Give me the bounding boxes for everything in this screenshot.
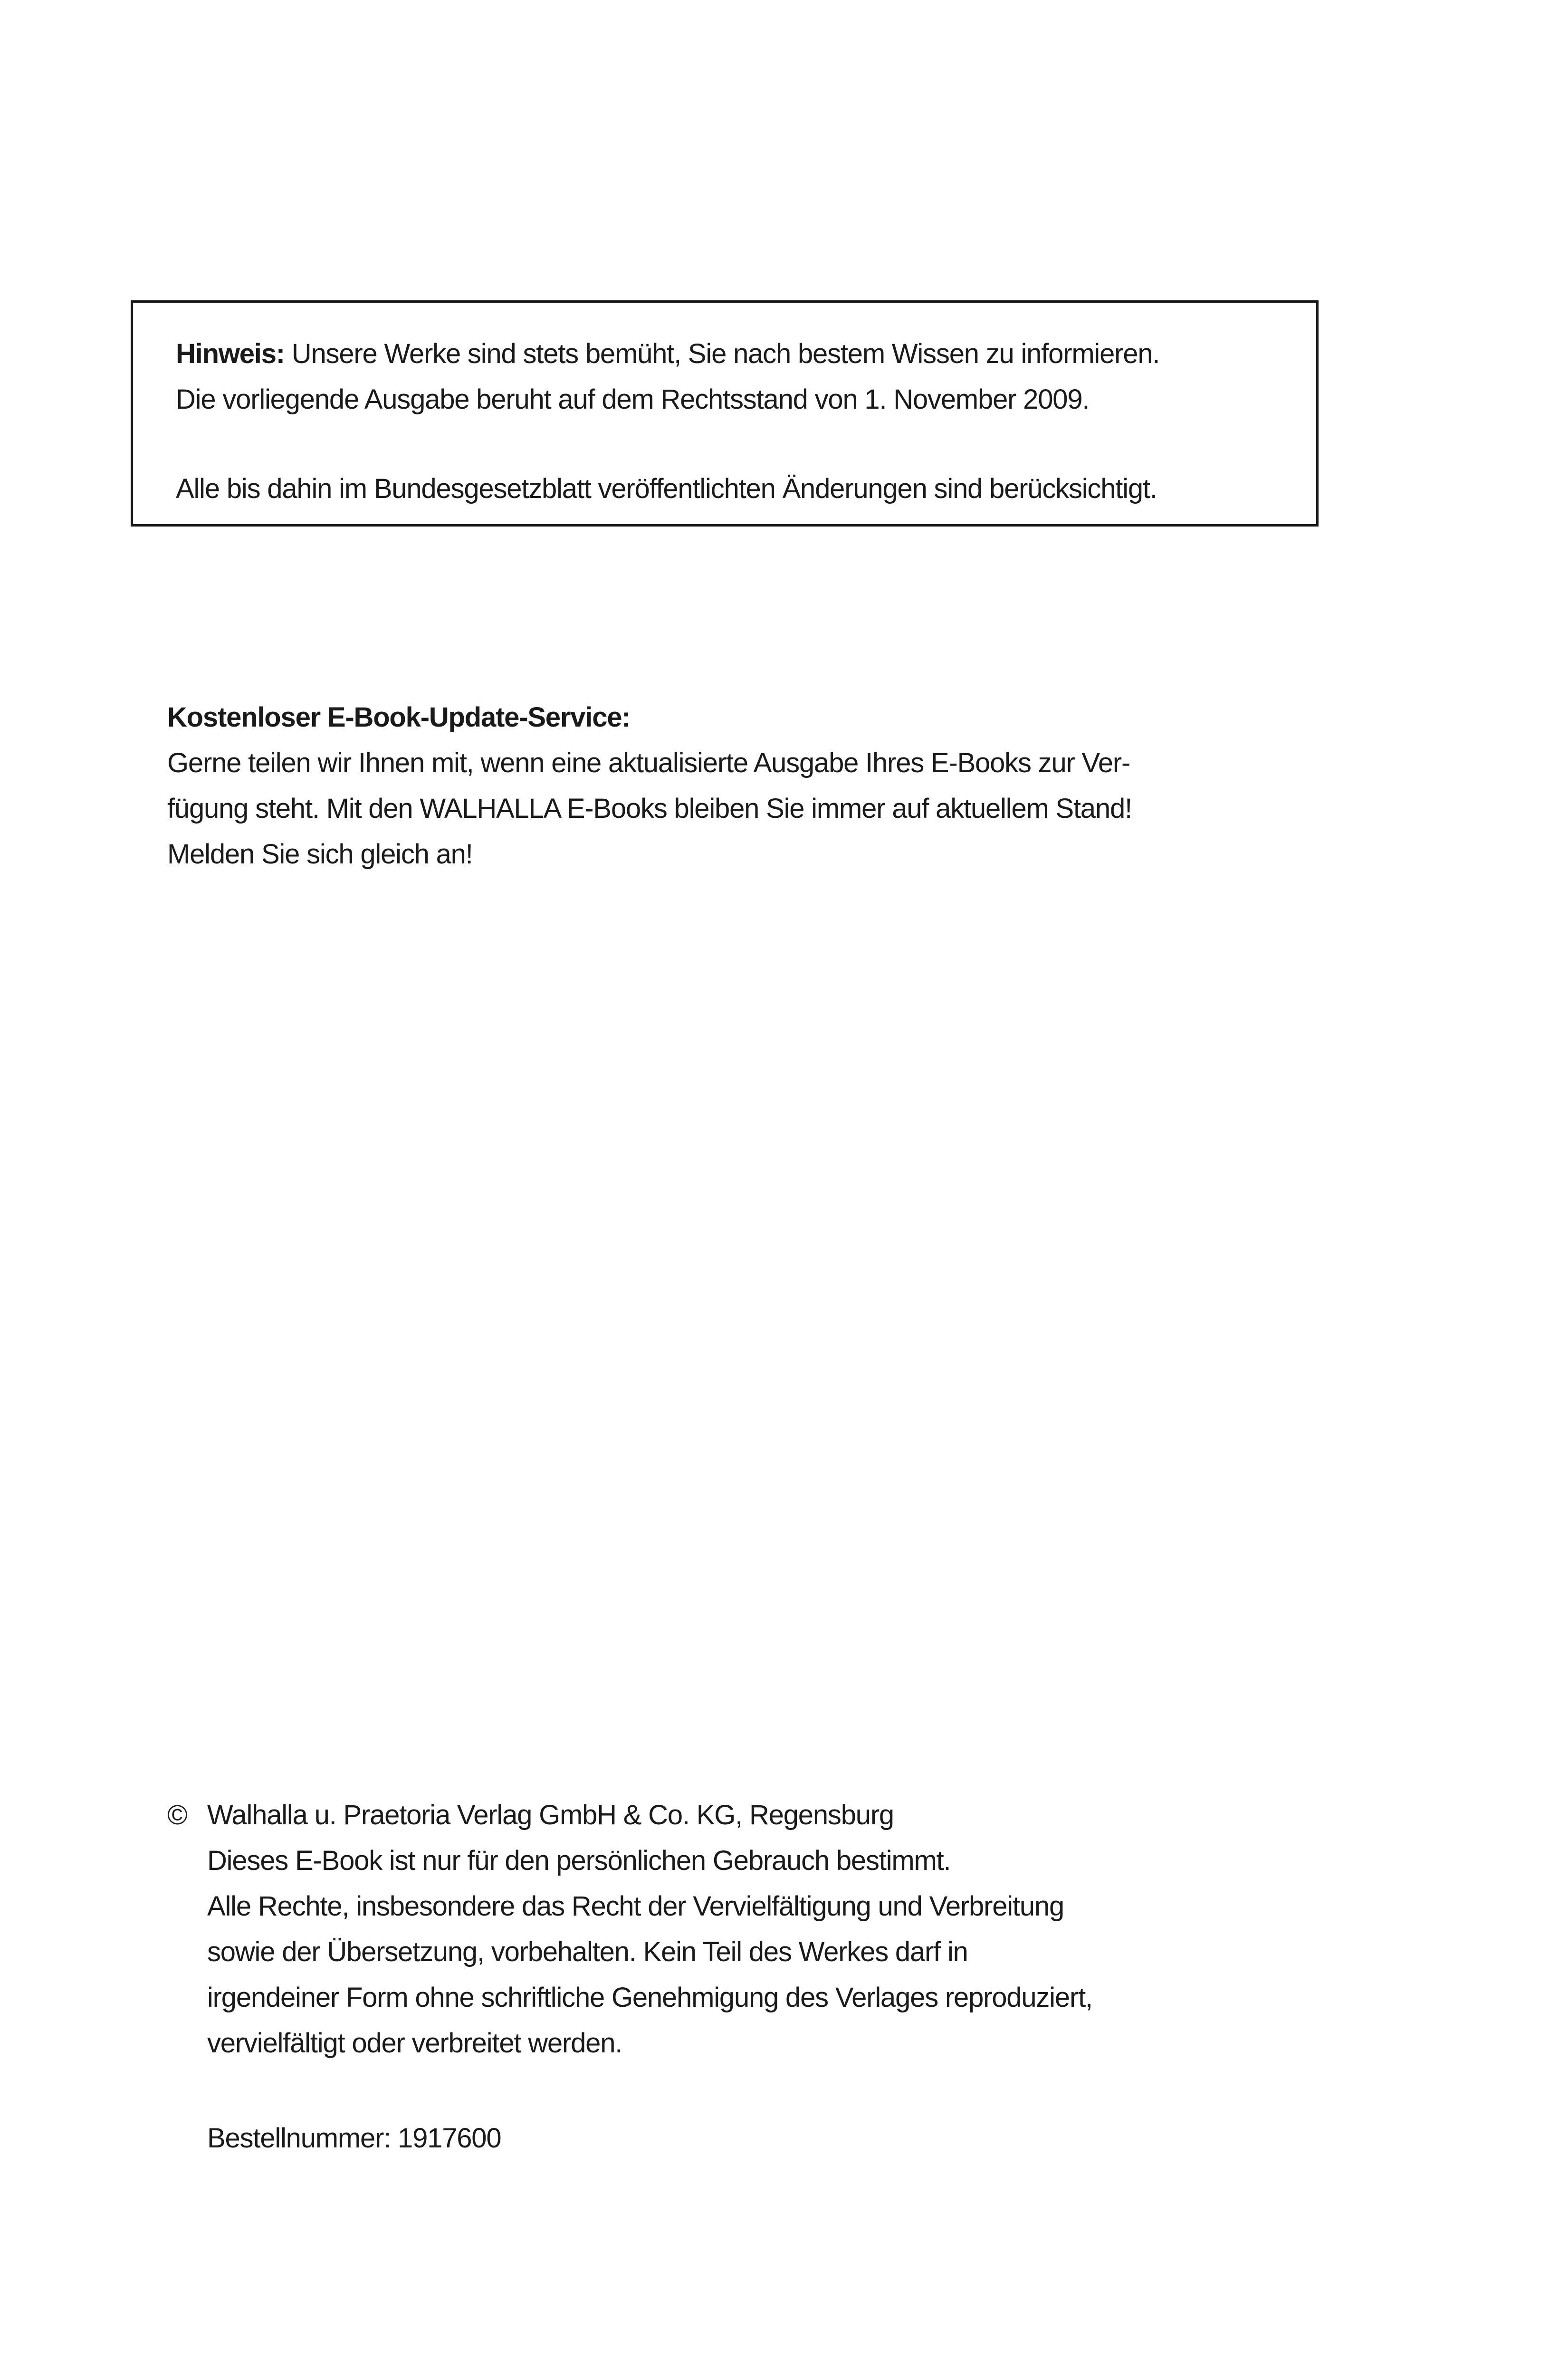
copyright-icon: © [167, 1800, 188, 1830]
notice-label: Hinweis: [176, 338, 285, 369]
copyright-line: Walhalla u. Praetoria Verlag GmbH & Co. KG, Regensburg [207, 1800, 894, 1830]
notice-line-3: Alle bis dahin im Bundesgesetzblatt veröffentlichten Änderungen sind berücksichtigt. [176, 473, 1157, 504]
notice-box [131, 300, 1319, 527]
order-number: Bestellnummer: 1917600 [207, 2123, 501, 2154]
notice-line-1-text: Unsere Werke sind stets bemüht, Sie nach bestem Wissen zu informieren. [284, 338, 1160, 369]
copyright-text [207, 1792, 1308, 2066]
update-service-line: Melden Sie sich gleich an! [167, 839, 473, 870]
notice-line-2: Die vorliegende Ausgabe beruht auf dem Rechtsstand von 1. November 2009. [176, 384, 1090, 415]
copyright-line: Alle Rechte, insbesondere das Recht der Vervielfältigung und Verbreitung [207, 1891, 1064, 1922]
copyright-section [167, 1792, 1308, 2161]
copyright-line: sowie der Übersetzung, vorbehalten. Kein Teil des Werkes darf in [207, 1936, 968, 1967]
notice-line-1 [176, 331, 1273, 377]
copyright-line: Dieses E-Book ist nur für den persönlichen Gebrauch bestimmt. [207, 1845, 951, 1876]
update-service-line: fügung steht. Mit den WALHALLA E-Books bleiben Sie immer auf aktuellem Stand! [167, 793, 1132, 824]
update-service-section [167, 695, 1308, 877]
copyright-line: irgendeiner Form ohne schriftliche Genehmigung des Verlages reproduziert, [207, 1982, 1092, 2013]
copyright-line: vervielfältigt oder verbreitet werden. [207, 2028, 622, 2059]
update-service-line: Gerne teilen wir Ihnen mit, wenn eine aktualisierte Ausgabe Ihres E-Books zur Ver- [167, 747, 1130, 778]
notice-spacer [176, 422, 1273, 466]
copyright-block [167, 1792, 1308, 2066]
update-service-heading: Kostenloser E-Book-Update-Service: [167, 702, 631, 733]
